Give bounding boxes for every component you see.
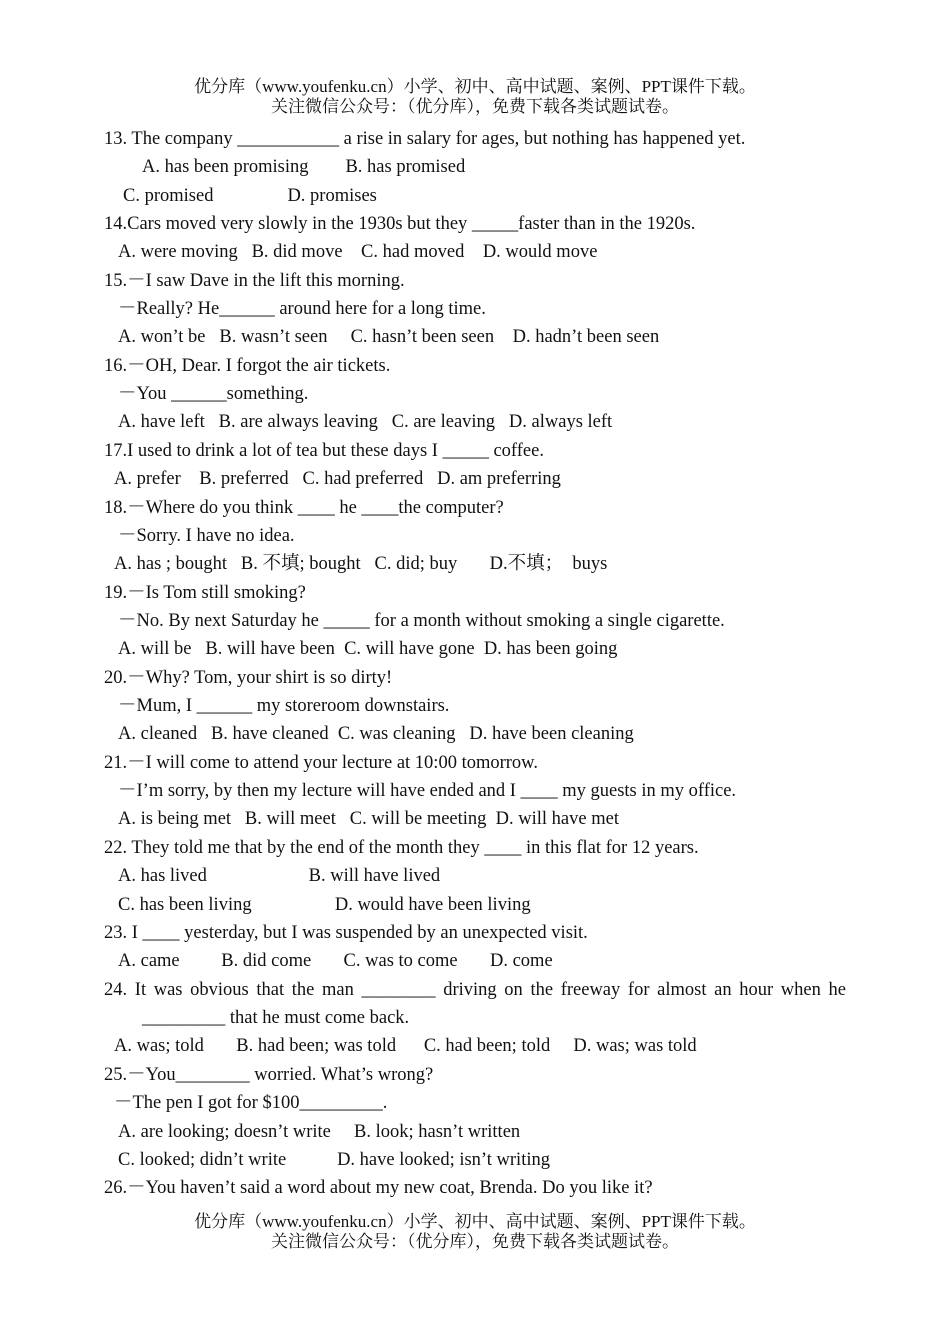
header-line-1: 优分库（www.youfenku.cn）小学、初中、高中试题、案例、PPT课件下载。 [194, 77, 756, 96]
question-22-options-ab: A. has lived B. will have lived [118, 866, 441, 886]
question-13-options-ab: A. has been promising B. has promised [142, 157, 466, 177]
footer-line-2: 关注微信公众号：（优分库），免费下载各类试题试卷。 [271, 1232, 679, 1251]
question-19-reply: －No. By next Saturday he _____ for a month without smoking a single cigarette. [118, 611, 725, 631]
question-26-stem: 26.－You haven’t said a word about my new coat, Brenda. Do you like it? [104, 1178, 653, 1198]
question-25-reply: －The pen I got for $100_________. [114, 1093, 388, 1113]
question-23-options: A. came B. did come C. was to come D. come [118, 951, 553, 971]
question-18-options: A. has ; bought B. 不填; bought C. did; buy D.不填； buys [114, 554, 608, 574]
question-16-reply: －You ______something. [118, 384, 309, 404]
page-footer [0, 1212, 950, 1252]
header-line-2: 关注微信公众号：（优分库），免费下载各类试题试卷。 [271, 97, 679, 116]
question-24-options: A. was; told B. had been; was told C. had been; told D. was; was told [114, 1036, 697, 1056]
question-16-options: A. have left B. are always leaving C. are leaving D. always left [118, 412, 613, 432]
footer-line-1: 优分库（www.youfenku.cn）小学、初中、高中试题、案例、PPT课件下载。 [194, 1212, 756, 1231]
question-13-stem: 13. The company ___________ a rise in salary for ages, but nothing has happened yet. [104, 129, 746, 149]
question-14-options: A. were moving B. did move C. had moved D. would move [118, 242, 598, 262]
question-20-stem: 20.－Why? Tom, your shirt is so dirty! [104, 668, 393, 688]
question-17-stem: 17.I used to drink a lot of tea but these days I _____ coffee. [104, 441, 544, 461]
question-21-reply: －I’m sorry, by then my lecture will have ended and I ____ my guests in my office. [118, 781, 737, 801]
question-23-stem: 23. I ____ yesterday, but I was suspended by an unexpected visit. [104, 923, 588, 943]
question-22-options-cd: C. has been living D. would have been living [118, 895, 531, 915]
question-15-options: A. won’t be B. wasn’t seen C. hasn’t been seen D. hadn’t been seen [118, 327, 660, 347]
question-18-stem: 18.－Where do you think ____ he ____the computer? [104, 498, 504, 518]
page-header [0, 77, 950, 117]
question-25-options-cd: C. looked; didn’t write D. have looked; isn’t writing [118, 1150, 550, 1170]
question-20-reply: －Mum, I ______ my storeroom downstairs. [118, 696, 450, 716]
question-25-options-ab: A. are looking; doesn’t write B. look; hasn’t written [118, 1122, 521, 1142]
question-19-options: A. will be B. will have been C. will have gone D. has been going [118, 639, 618, 659]
question-17-options: A. prefer B. preferred C. had preferred D. am preferring [114, 469, 561, 489]
question-21-options: A. is being met B. will meet C. will be meeting D. will have met [118, 809, 619, 829]
question-15-stem: 15.－I saw Dave in the lift this morning. [104, 271, 405, 291]
question-16-stem: 16.－OH, Dear. I forgot the air tickets. [104, 356, 391, 376]
question-20-options: A. cleaned B. have cleaned C. was cleaning D. have been cleaning [118, 724, 634, 744]
question-24-stem-cont: _________ that he must come back. [142, 1008, 410, 1028]
question-14-stem: 14.Cars moved very slowly in the 1930s but they _____faster than in the 1920s. [104, 214, 696, 234]
question-15-reply: －Really? He______ around here for a long time. [118, 299, 486, 319]
question-18-reply: －Sorry. I have no idea. [118, 526, 295, 546]
question-22-stem: 22. They told me that by the end of the month they ____ in this flat for 12 years. [104, 838, 699, 858]
question-13-options-cd: C. promised D. promises [123, 186, 377, 206]
question-25-stem: 25.－You________ worried. What’s wrong? [104, 1065, 434, 1085]
question-19-stem: 19.－Is Tom still smoking? [104, 583, 306, 603]
question-24-stem: 24. It was obvious that the man ________ driving on the freeway for almost an hour when he [104, 980, 846, 1000]
question-21-stem: 21.－I will come to attend your lecture at 10:00 tomorrow. [104, 753, 538, 773]
